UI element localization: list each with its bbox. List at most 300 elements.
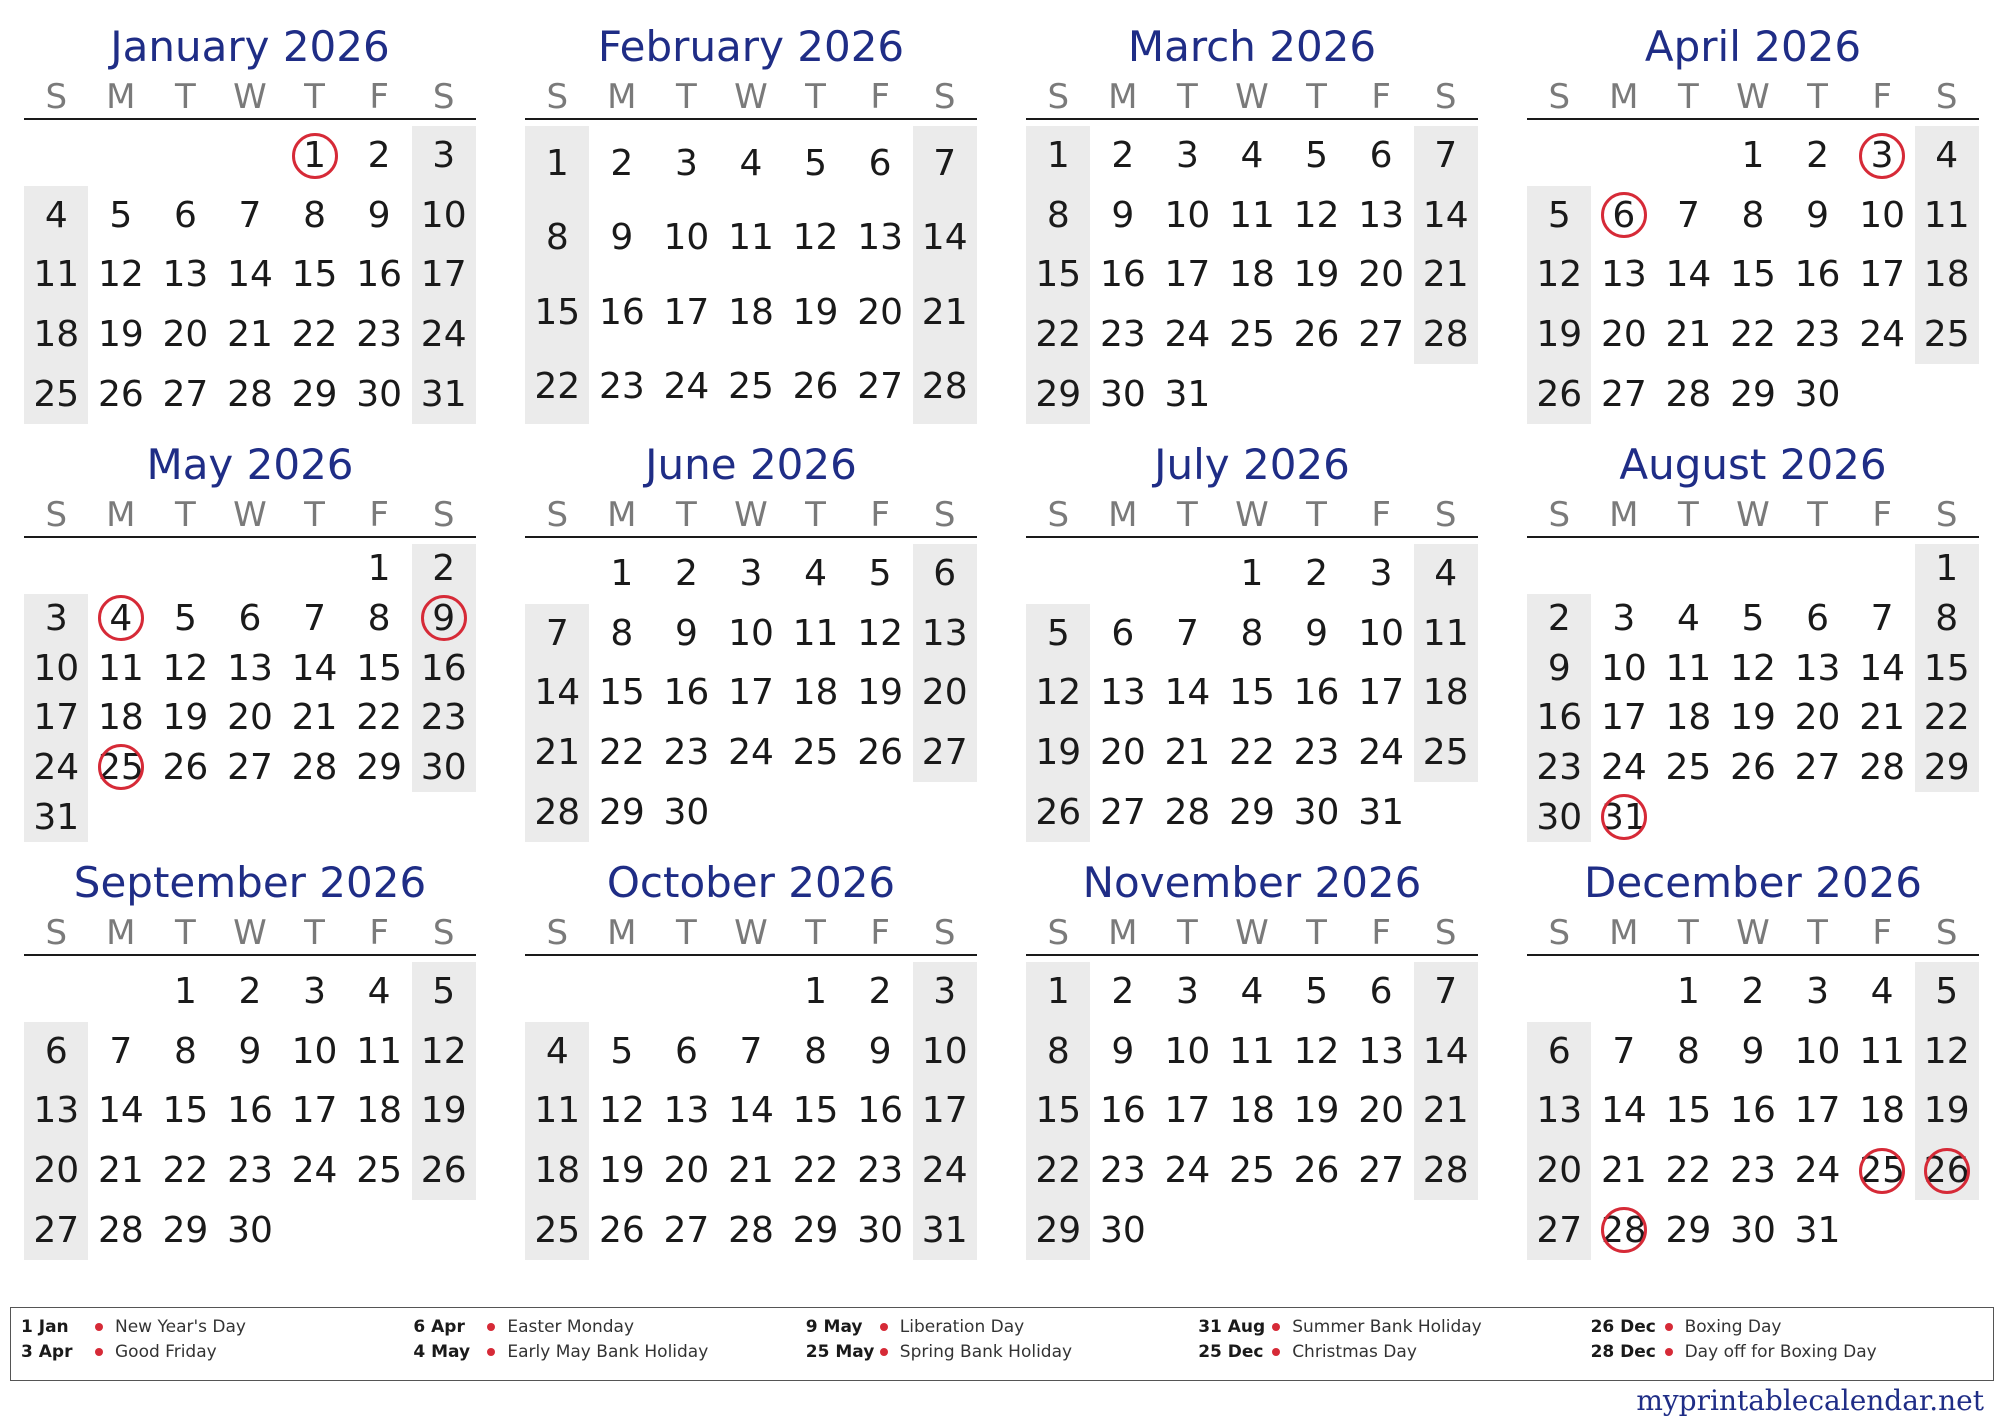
- day-cell[interactable]: 18: [1229, 1090, 1275, 1132]
- day-cell[interactable]: 22: [162, 1150, 209, 1192]
- day-cell[interactable]: 1: [367, 548, 391, 590]
- day-cell[interactable]: 3: [303, 971, 327, 1013]
- day-cell[interactable]: 10: [420, 194, 467, 236]
- day-cell[interactable]: 18: [356, 1090, 403, 1132]
- day-cell[interactable]: 7: [1676, 194, 1700, 236]
- day-cell[interactable]: 10: [1794, 1030, 1841, 1072]
- day-cell-holiday[interactable]: 25: [1850, 1141, 1915, 1201]
- day-cell[interactable]: 4: [1240, 971, 1264, 1013]
- day-cell[interactable]: 10: [1600, 647, 1647, 689]
- day-cell[interactable]: 2: [367, 135, 391, 177]
- day-cell[interactable]: 20: [1600, 314, 1647, 356]
- day-cell[interactable]: 10: [1164, 1030, 1211, 1072]
- day-cell[interactable]: 16: [227, 1090, 273, 1132]
- day-cell[interactable]: 11: [33, 254, 80, 296]
- day-cell[interactable]: 1: [610, 553, 634, 595]
- day-cell[interactable]: 4: [367, 971, 391, 1013]
- day-cell[interactable]: 28: [534, 791, 581, 833]
- day-cell[interactable]: 10: [1358, 612, 1405, 654]
- day-cell[interactable]: 30: [857, 1209, 904, 1251]
- day-cell[interactable]: 19: [792, 291, 839, 333]
- day-cell[interactable]: 3: [44, 597, 68, 639]
- day-cell[interactable]: 25: [534, 1209, 581, 1251]
- day-cell[interactable]: 24: [1600, 746, 1647, 788]
- day-cell[interactable]: 5: [868, 553, 892, 595]
- day-cell-holiday[interactable]: 28: [1592, 1200, 1657, 1260]
- day-cell[interactable]: 8: [1046, 1030, 1070, 1072]
- day-cell[interactable]: 1: [1046, 971, 1070, 1013]
- day-cell[interactable]: 14: [1665, 254, 1712, 296]
- day-cell[interactable]: 20: [227, 697, 273, 739]
- day-cell[interactable]: 11: [1665, 647, 1712, 689]
- day-cell[interactable]: 11: [728, 217, 774, 259]
- day-cell[interactable]: 31: [921, 1209, 968, 1251]
- day-cell[interactable]: 3: [1369, 553, 1393, 595]
- day-cell[interactable]: 26: [420, 1150, 467, 1192]
- day-cell[interactable]: 18: [1923, 254, 1970, 296]
- day-cell[interactable]: 5: [1935, 971, 1959, 1013]
- day-cell[interactable]: 6: [238, 597, 262, 639]
- day-cell[interactable]: 14: [291, 647, 338, 689]
- day-cell[interactable]: 7: [1870, 597, 1894, 639]
- day-cell[interactable]: 29: [356, 746, 403, 788]
- day-cell[interactable]: 26: [1293, 314, 1340, 356]
- day-cell[interactable]: 4: [44, 194, 68, 236]
- day-cell[interactable]: 24: [663, 366, 710, 408]
- day-cell[interactable]: 21: [1422, 254, 1469, 296]
- day-cell[interactable]: 21: [1422, 1090, 1469, 1132]
- day-cell[interactable]: 31: [1358, 791, 1405, 833]
- day-cell[interactable]: 20: [1536, 1150, 1583, 1192]
- day-cell[interactable]: 22: [1229, 732, 1275, 774]
- day-cell[interactable]: 30: [1536, 796, 1583, 838]
- day-cell[interactable]: 6: [1547, 1030, 1571, 1072]
- day-cell-holiday[interactable]: 3: [1850, 126, 1915, 186]
- day-cell[interactable]: 15: [534, 291, 581, 333]
- day-cell[interactable]: 21: [97, 1150, 144, 1192]
- day-cell[interactable]: 15: [162, 1090, 209, 1132]
- day-cell[interactable]: 9: [1305, 612, 1329, 654]
- day-cell[interactable]: 3: [1806, 971, 1830, 1013]
- day-cell[interactable]: 27: [1099, 791, 1146, 833]
- day-cell[interactable]: 14: [1600, 1090, 1647, 1132]
- day-cell[interactable]: 19: [1293, 1090, 1340, 1132]
- day-cell[interactable]: 22: [1035, 1150, 1082, 1192]
- day-cell[interactable]: 6: [1806, 597, 1830, 639]
- day-cell[interactable]: 15: [1229, 672, 1275, 714]
- day-cell[interactable]: 20: [162, 314, 209, 356]
- day-cell[interactable]: 12: [792, 217, 839, 259]
- day-cell-holiday[interactable]: 4: [89, 594, 154, 644]
- day-cell[interactable]: 13: [1794, 647, 1841, 689]
- day-cell[interactable]: 6: [173, 194, 197, 236]
- day-cell[interactable]: 5: [804, 142, 828, 184]
- day-cell[interactable]: 22: [1035, 314, 1082, 356]
- day-cell[interactable]: 2: [1111, 135, 1135, 177]
- day-cell[interactable]: 11: [1859, 1030, 1906, 1072]
- day-cell[interactable]: 21: [1600, 1150, 1647, 1192]
- day-cell[interactable]: 6: [1369, 971, 1393, 1013]
- day-cell[interactable]: 9: [610, 217, 634, 259]
- day-cell[interactable]: 7: [238, 194, 262, 236]
- day-cell[interactable]: 3: [1175, 135, 1199, 177]
- day-cell[interactable]: 8: [173, 1030, 197, 1072]
- day-cell[interactable]: 9: [1741, 1030, 1765, 1072]
- day-cell[interactable]: 25: [1923, 314, 1970, 356]
- day-cell[interactable]: 5: [173, 597, 197, 639]
- day-cell[interactable]: 2: [238, 971, 262, 1013]
- day-cell[interactable]: 28: [1422, 1150, 1469, 1192]
- day-cell[interactable]: 14: [227, 254, 273, 296]
- day-cell[interactable]: 8: [1676, 1030, 1700, 1072]
- day-cell[interactable]: 12: [1536, 254, 1583, 296]
- day-cell[interactable]: 25: [33, 373, 80, 415]
- day-cell[interactable]: 13: [1358, 1030, 1405, 1072]
- day-cell[interactable]: 12: [1730, 647, 1776, 689]
- day-cell[interactable]: 24: [420, 314, 467, 356]
- day-cell[interactable]: 29: [1035, 373, 1082, 415]
- day-cell[interactable]: 5: [1305, 135, 1329, 177]
- day-cell[interactable]: 10: [1859, 194, 1906, 236]
- day-cell-holiday[interactable]: 6: [1592, 186, 1657, 246]
- day-cell[interactable]: 17: [1358, 672, 1405, 714]
- day-cell[interactable]: 26: [97, 373, 144, 415]
- day-cell[interactable]: 1: [1741, 135, 1765, 177]
- day-cell[interactable]: 19: [598, 1150, 645, 1192]
- day-cell[interactable]: 22: [356, 697, 403, 739]
- day-cell[interactable]: 4: [1935, 135, 1959, 177]
- day-cell[interactable]: 12: [1923, 1030, 1970, 1072]
- day-cell[interactable]: 4: [804, 553, 828, 595]
- day-cell[interactable]: 18: [1422, 672, 1469, 714]
- day-cell[interactable]: 16: [1536, 697, 1583, 739]
- day-cell[interactable]: 25: [1229, 1150, 1275, 1192]
- day-cell[interactable]: 17: [728, 672, 774, 714]
- day-cell[interactable]: 30: [420, 746, 467, 788]
- day-cell[interactable]: 23: [1293, 732, 1340, 774]
- day-cell[interactable]: 30: [356, 373, 403, 415]
- day-cell[interactable]: 2: [1547, 597, 1571, 639]
- day-cell[interactable]: 27: [857, 366, 904, 408]
- site-watermark[interactable]: myprintablecalendar.net: [1636, 1384, 1984, 1417]
- day-cell[interactable]: 10: [663, 217, 710, 259]
- day-cell[interactable]: 7: [1612, 1030, 1636, 1072]
- day-cell[interactable]: 1: [1046, 135, 1070, 177]
- day-cell[interactable]: 22: [598, 732, 645, 774]
- day-cell[interactable]: 14: [97, 1090, 144, 1132]
- day-cell[interactable]: 7: [1434, 135, 1458, 177]
- day-cell[interactable]: 3: [432, 135, 456, 177]
- day-cell[interactable]: 13: [857, 217, 904, 259]
- day-cell[interactable]: 4: [1240, 135, 1264, 177]
- day-cell[interactable]: 12: [420, 1030, 467, 1072]
- day-cell[interactable]: 12: [1293, 194, 1340, 236]
- day-cell[interactable]: 23: [1099, 314, 1146, 356]
- day-cell[interactable]: 26: [162, 746, 209, 788]
- day-cell[interactable]: 6: [868, 142, 892, 184]
- day-cell[interactable]: 13: [1358, 194, 1405, 236]
- day-cell[interactable]: 27: [1536, 1209, 1583, 1251]
- day-cell[interactable]: 9: [674, 612, 698, 654]
- day-cell[interactable]: 19: [1730, 697, 1776, 739]
- day-cell[interactable]: 9: [868, 1030, 892, 1072]
- day-cell[interactable]: 19: [162, 697, 209, 739]
- day-cell[interactable]: 23: [356, 314, 403, 356]
- day-cell[interactable]: 14: [1164, 672, 1211, 714]
- day-cell[interactable]: 12: [598, 1090, 645, 1132]
- day-cell[interactable]: 14: [921, 217, 968, 259]
- day-cell[interactable]: 31: [33, 796, 80, 838]
- day-cell[interactable]: 15: [356, 647, 403, 689]
- day-cell[interactable]: 12: [1293, 1030, 1340, 1072]
- day-cell[interactable]: 30: [227, 1209, 273, 1251]
- day-cell[interactable]: 9: [238, 1030, 262, 1072]
- day-cell[interactable]: 28: [1422, 314, 1469, 356]
- day-cell[interactable]: 16: [663, 672, 710, 714]
- day-cell[interactable]: 24: [1164, 314, 1211, 356]
- day-cell[interactable]: 20: [1099, 732, 1146, 774]
- day-cell[interactable]: 29: [1229, 791, 1275, 833]
- day-cell[interactable]: 27: [1358, 1150, 1405, 1192]
- day-cell[interactable]: 16: [356, 254, 403, 296]
- day-cell[interactable]: 22: [1730, 314, 1776, 356]
- day-cell[interactable]: 31: [1794, 1209, 1841, 1251]
- day-cell[interactable]: 29: [1665, 1209, 1712, 1251]
- day-cell[interactable]: 5: [1547, 194, 1571, 236]
- day-cell[interactable]: 25: [728, 366, 774, 408]
- day-cell[interactable]: 16: [1730, 1090, 1776, 1132]
- day-cell[interactable]: 8: [303, 194, 327, 236]
- day-cell[interactable]: 27: [921, 732, 968, 774]
- day-cell[interactable]: 1: [1676, 971, 1700, 1013]
- day-cell[interactable]: 30: [1099, 373, 1146, 415]
- day-cell[interactable]: 29: [291, 373, 338, 415]
- day-cell[interactable]: 21: [291, 697, 338, 739]
- day-cell-holiday[interactable]: 26: [1914, 1141, 1979, 1201]
- day-cell[interactable]: 15: [1923, 647, 1970, 689]
- day-cell[interactable]: 2: [1806, 135, 1830, 177]
- day-cell[interactable]: 29: [1035, 1209, 1082, 1251]
- day-cell[interactable]: 15: [1035, 254, 1082, 296]
- day-cell[interactable]: 10: [921, 1030, 968, 1072]
- day-cell[interactable]: 27: [33, 1209, 80, 1251]
- day-cell[interactable]: 28: [1164, 791, 1211, 833]
- day-cell[interactable]: 14: [1859, 647, 1906, 689]
- day-cell[interactable]: 5: [1305, 971, 1329, 1013]
- day-cell[interactable]: 7: [109, 1030, 133, 1072]
- day-cell[interactable]: 23: [1536, 746, 1583, 788]
- day-cell[interactable]: 7: [1434, 971, 1458, 1013]
- day-cell[interactable]: 17: [663, 291, 710, 333]
- day-cell[interactable]: 4: [1870, 971, 1894, 1013]
- day-cell[interactable]: 4: [545, 1030, 569, 1072]
- day-cell[interactable]: 7: [545, 612, 569, 654]
- day-cell[interactable]: 10: [33, 647, 80, 689]
- day-cell[interactable]: 18: [1665, 697, 1712, 739]
- day-cell[interactable]: 29: [792, 1209, 839, 1251]
- day-cell[interactable]: 23: [1730, 1150, 1776, 1192]
- day-cell[interactable]: 25: [1665, 746, 1712, 788]
- day-cell[interactable]: 21: [1859, 697, 1906, 739]
- day-cell[interactable]: 16: [420, 647, 467, 689]
- day-cell[interactable]: 25: [356, 1150, 403, 1192]
- day-cell[interactable]: 3: [674, 142, 698, 184]
- day-cell[interactable]: 1: [545, 142, 569, 184]
- day-cell[interactable]: 18: [534, 1150, 581, 1192]
- day-cell[interactable]: 8: [545, 217, 569, 259]
- day-cell[interactable]: 25: [792, 732, 839, 774]
- day-cell[interactable]: 27: [162, 373, 209, 415]
- day-cell[interactable]: 17: [1164, 1090, 1211, 1132]
- day-cell[interactable]: 10: [291, 1030, 338, 1072]
- day-cell[interactable]: 26: [1536, 373, 1583, 415]
- day-cell[interactable]: 18: [728, 291, 774, 333]
- day-cell[interactable]: 18: [1859, 1090, 1906, 1132]
- day-cell[interactable]: 3: [933, 971, 957, 1013]
- day-cell[interactable]: 9: [367, 194, 391, 236]
- day-cell[interactable]: 30: [1099, 1209, 1146, 1251]
- day-cell[interactable]: 17: [1794, 1090, 1841, 1132]
- day-cell[interactable]: 24: [728, 732, 774, 774]
- day-cell[interactable]: 30: [1794, 373, 1841, 415]
- day-cell[interactable]: 26: [792, 366, 839, 408]
- day-cell[interactable]: 19: [1536, 314, 1583, 356]
- day-cell[interactable]: 21: [227, 314, 273, 356]
- day-cell[interactable]: 4: [1434, 553, 1458, 595]
- day-cell[interactable]: 25: [1422, 732, 1469, 774]
- day-cell[interactable]: 3: [1612, 597, 1636, 639]
- day-cell[interactable]: 19: [97, 314, 144, 356]
- day-cell[interactable]: 7: [739, 1030, 763, 1072]
- day-cell[interactable]: 16: [1293, 672, 1340, 714]
- day-cell[interactable]: 6: [1111, 612, 1135, 654]
- day-cell[interactable]: 26: [598, 1209, 645, 1251]
- day-cell[interactable]: 9: [1111, 194, 1135, 236]
- day-cell[interactable]: 28: [1859, 746, 1906, 788]
- day-cell[interactable]: 11: [534, 1090, 581, 1132]
- day-cell[interactable]: 5: [432, 971, 456, 1013]
- day-cell[interactable]: 2: [1305, 553, 1329, 595]
- day-cell[interactable]: 26: [1730, 746, 1776, 788]
- day-cell[interactable]: 26: [1035, 791, 1082, 833]
- day-cell[interactable]: 2: [432, 548, 456, 590]
- day-cell[interactable]: 15: [1665, 1090, 1712, 1132]
- day-cell[interactable]: 21: [534, 732, 581, 774]
- day-cell[interactable]: 16: [598, 291, 645, 333]
- day-cell[interactable]: 24: [1859, 314, 1906, 356]
- day-cell[interactable]: 12: [97, 254, 144, 296]
- day-cell[interactable]: 2: [1741, 971, 1765, 1013]
- day-cell[interactable]: 1: [1935, 548, 1959, 590]
- day-cell[interactable]: 13: [921, 612, 968, 654]
- day-cell[interactable]: 20: [921, 672, 968, 714]
- day-cell[interactable]: 28: [291, 746, 338, 788]
- day-cell[interactable]: 13: [162, 254, 209, 296]
- day-cell[interactable]: 24: [1794, 1150, 1841, 1192]
- day-cell[interactable]: 17: [1164, 254, 1211, 296]
- day-cell[interactable]: 17: [921, 1090, 968, 1132]
- day-cell[interactable]: 28: [1665, 373, 1712, 415]
- day-cell[interactable]: 13: [33, 1090, 80, 1132]
- day-cell[interactable]: 23: [227, 1150, 273, 1192]
- day-cell[interactable]: 8: [1046, 194, 1070, 236]
- day-cell[interactable]: 6: [933, 553, 957, 595]
- day-cell[interactable]: 28: [728, 1209, 774, 1251]
- day-cell[interactable]: 23: [663, 732, 710, 774]
- day-cell[interactable]: 12: [1035, 672, 1082, 714]
- day-cell[interactable]: 17: [420, 254, 467, 296]
- day-cell[interactable]: 5: [1741, 597, 1765, 639]
- day-cell[interactable]: 27: [663, 1209, 710, 1251]
- day-cell[interactable]: 20: [857, 291, 904, 333]
- day-cell[interactable]: 30: [1730, 1209, 1776, 1251]
- day-cell[interactable]: 8: [1240, 612, 1264, 654]
- day-cell[interactable]: 1: [173, 971, 197, 1013]
- day-cell[interactable]: 25: [1229, 314, 1275, 356]
- day-cell[interactable]: 22: [792, 1150, 839, 1192]
- day-cell[interactable]: 11: [356, 1030, 403, 1072]
- day-cell[interactable]: 8: [1741, 194, 1765, 236]
- day-cell[interactable]: 11: [1923, 194, 1970, 236]
- day-cell[interactable]: 12: [162, 647, 209, 689]
- day-cell[interactable]: 11: [97, 647, 144, 689]
- day-cell[interactable]: 31: [420, 373, 467, 415]
- day-cell[interactable]: 13: [663, 1090, 710, 1132]
- day-cell[interactable]: 7: [933, 142, 957, 184]
- day-cell[interactable]: 30: [1293, 791, 1340, 833]
- day-cell[interactable]: 13: [1099, 672, 1146, 714]
- day-cell[interactable]: 13: [1600, 254, 1647, 296]
- day-cell[interactable]: 15: [1730, 254, 1776, 296]
- day-cell[interactable]: 28: [97, 1209, 144, 1251]
- day-cell[interactable]: 16: [1099, 1090, 1146, 1132]
- day-cell[interactable]: 15: [291, 254, 338, 296]
- day-cell[interactable]: 17: [33, 697, 80, 739]
- day-cell[interactable]: 28: [227, 373, 273, 415]
- day-cell[interactable]: 18: [1229, 254, 1275, 296]
- day-cell-holiday[interactable]: 1: [282, 126, 347, 186]
- day-cell[interactable]: 13: [1536, 1090, 1583, 1132]
- day-cell[interactable]: 21: [921, 291, 968, 333]
- day-cell[interactable]: 2: [1111, 971, 1135, 1013]
- day-cell[interactable]: 19: [857, 672, 904, 714]
- day-cell[interactable]: 24: [1164, 1150, 1211, 1192]
- day-cell[interactable]: 16: [857, 1090, 904, 1132]
- day-cell[interactable]: 24: [921, 1150, 968, 1192]
- day-cell[interactable]: 22: [1665, 1150, 1712, 1192]
- day-cell[interactable]: 21: [1665, 314, 1712, 356]
- day-cell[interactable]: 17: [291, 1090, 338, 1132]
- day-cell[interactable]: 27: [1794, 746, 1841, 788]
- day-cell[interactable]: 23: [1099, 1150, 1146, 1192]
- day-cell[interactable]: 23: [598, 366, 645, 408]
- day-cell[interactable]: 5: [1046, 612, 1070, 654]
- day-cell[interactable]: 5: [109, 194, 133, 236]
- day-cell[interactable]: 8: [610, 612, 634, 654]
- day-cell[interactable]: 26: [857, 732, 904, 774]
- day-cell[interactable]: 29: [1730, 373, 1776, 415]
- day-cell[interactable]: 16: [1794, 254, 1841, 296]
- day-cell[interactable]: 11: [1229, 194, 1275, 236]
- day-cell-holiday[interactable]: 31: [1592, 792, 1657, 842]
- day-cell[interactable]: 27: [227, 746, 273, 788]
- day-cell[interactable]: 23: [420, 697, 467, 739]
- day-cell[interactable]: 1: [1240, 553, 1264, 595]
- day-cell[interactable]: 7: [303, 597, 327, 639]
- day-cell[interactable]: 8: [367, 597, 391, 639]
- day-cell[interactable]: 19: [420, 1090, 467, 1132]
- day-cell[interactable]: 15: [598, 672, 645, 714]
